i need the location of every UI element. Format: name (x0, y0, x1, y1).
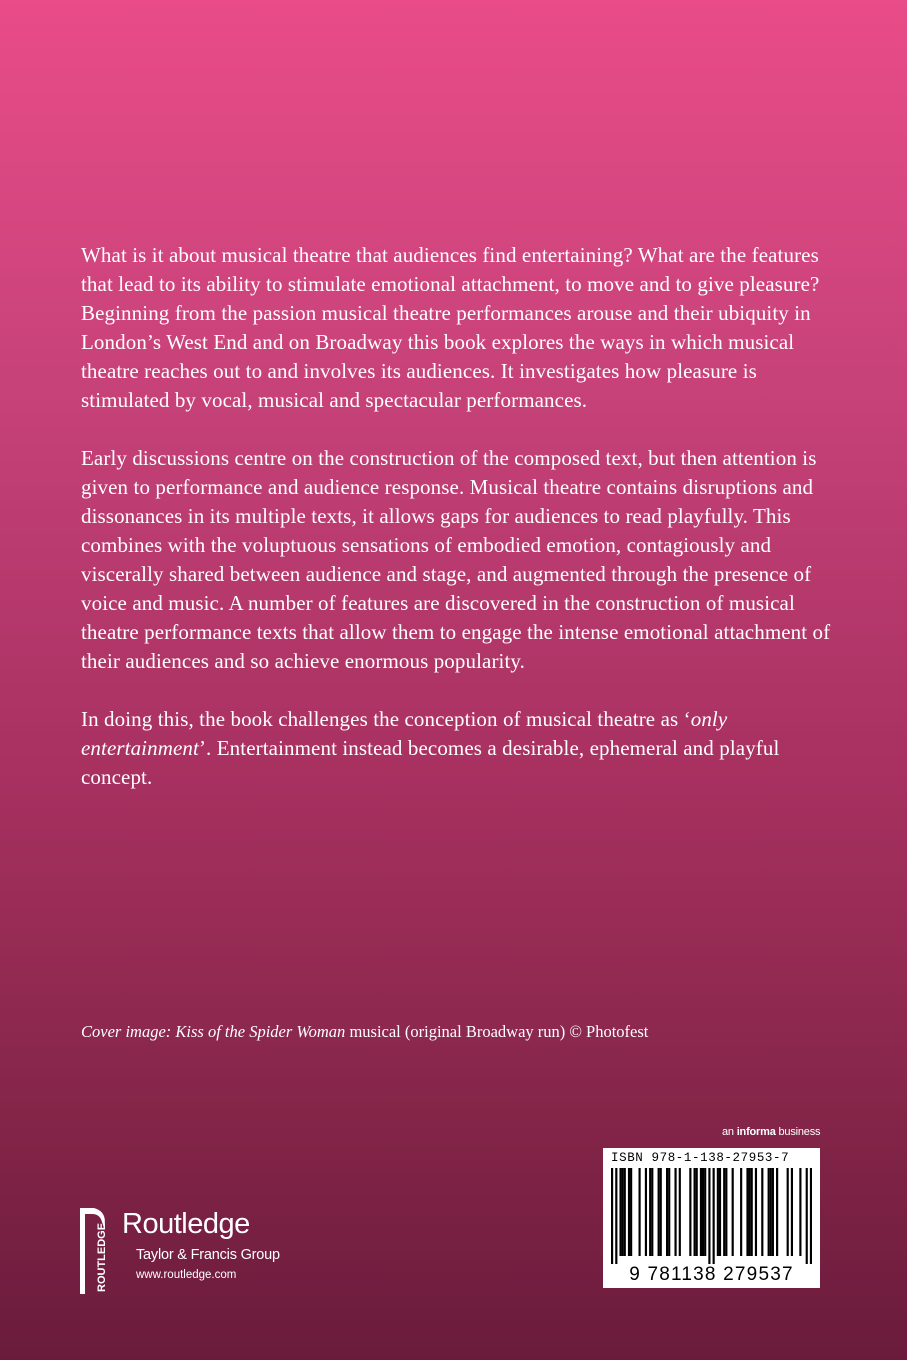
credit-label: Cover image: (81, 1022, 176, 1041)
publisher-url: www.routledge.com (136, 1269, 237, 1281)
barcode-bar (746, 1168, 748, 1256)
barcode-bars (611, 1168, 812, 1264)
informa-tagline (722, 1126, 820, 1138)
barcode-bar (668, 1168, 670, 1256)
publisher-group: Taylor & Francis Group (136, 1247, 280, 1263)
barcode-bar (689, 1168, 691, 1256)
blurb-paragraph-3 (81, 705, 841, 792)
barcode-bar (776, 1168, 778, 1256)
blurb-p3-end: ’. Entertainment instead becomes a desirable, ephemeral and playful concept. (81, 736, 780, 789)
logo-vertical-wordmark: ROUTLEDGE (96, 1222, 108, 1292)
barcode-bar (719, 1168, 721, 1256)
barcode-bar (658, 1168, 660, 1256)
publisher-name: Routledge (122, 1208, 250, 1240)
blurb-paragraph-2: Early discussions centre on the construction of the composed text, but then attention is given to performance and audience response. Musical theatre contains disruptions and dissonances in its multiple texts, it allows gaps for audiences to read playfully. This combines with the voluptuous sensations of embodied emotion, contagiously and viscerally shared between audience and stage, and augmented through the presence of voice and music. A number of features are discovered in the construction of musical theatre performance texts that allow them to engage the intense emotional attachment of their audiences and so achieve enormous popularity. (81, 446, 831, 673)
tagline-bold: informa (736, 1126, 776, 1138)
barcode-bar (806, 1168, 808, 1264)
barcode-bar (666, 1168, 668, 1256)
barcode-bar (660, 1168, 662, 1256)
barcode-bar (770, 1168, 772, 1256)
barcode-bar (740, 1168, 742, 1256)
routledge-logo (78, 1206, 338, 1296)
barcode-bar (768, 1168, 770, 1256)
barcode-bar (723, 1168, 725, 1256)
barcode-bar (708, 1168, 710, 1264)
barcode-bar (751, 1168, 753, 1256)
barcode-bar (791, 1168, 793, 1256)
barcode-bar (772, 1168, 774, 1256)
barcode-bar (713, 1168, 715, 1264)
barcode-bar (628, 1168, 630, 1256)
cover-image-credit (81, 1021, 841, 1043)
barcode-bar (700, 1168, 702, 1256)
barcode-bar (611, 1168, 613, 1264)
barcode-bar (725, 1168, 727, 1256)
barcode-bar (717, 1168, 719, 1256)
barcode-bar (749, 1168, 751, 1256)
barcode-bar (630, 1168, 632, 1256)
barcode-bar (696, 1168, 698, 1256)
barcode-bar (704, 1168, 706, 1256)
barcode-bar (619, 1168, 621, 1256)
isbn-barcode (603, 1148, 820, 1288)
barcode-bar (622, 1168, 624, 1256)
barcode-bar (732, 1168, 734, 1256)
blurb-paragraph-1: What is it about musical theatre that audiences find entertaining? What are the features that lead to its ability to stimulate emotional attachment, to move and to give pleasure? Beginning from the passion musical theatre performances arouse and their ubiquity in London’s West End and on Broadway this book explores the ways in which musical theatre reaches out to and involves its audiences. It investigates how pleasure is stimulated by vocal, musical and spectacular performances. (81, 243, 820, 412)
tagline-post: business (775, 1126, 821, 1138)
barcode-bar (810, 1168, 812, 1264)
barcode-digits: 9 781138 279537 (629, 1264, 794, 1285)
barcode-bar (674, 1168, 676, 1256)
barcode-bar (702, 1168, 704, 1256)
barcode-bar (649, 1168, 651, 1256)
blurb-p3-start: In doing this, the book challenges the conception of musical theatre as ‘ (81, 707, 691, 731)
barcode-bar (761, 1168, 763, 1256)
blurb-p3-italic: only entertainment (81, 707, 728, 760)
barcode-bar (787, 1168, 789, 1256)
barcode-bar (799, 1168, 801, 1256)
back-cover-blurb (81, 241, 841, 792)
credit-work-title: Kiss of the Spider Woman (175, 1022, 346, 1041)
barcode-bar (694, 1168, 696, 1256)
barcode-bar (651, 1168, 653, 1256)
tagline-pre: an (722, 1126, 737, 1138)
routledge-logo-mark-icon (78, 1206, 114, 1296)
barcode-bar (624, 1168, 626, 1256)
barcode-bar (755, 1168, 757, 1256)
barcode-bar (615, 1168, 617, 1264)
barcode-bar (645, 1168, 647, 1256)
barcode-bar (679, 1168, 681, 1256)
barcode-bar (639, 1168, 641, 1256)
credit-rest: musical (original Broadway run) © Photofest (345, 1022, 649, 1041)
isbn-label: ISBN 978-1-138-27953-7 (611, 1151, 790, 1165)
